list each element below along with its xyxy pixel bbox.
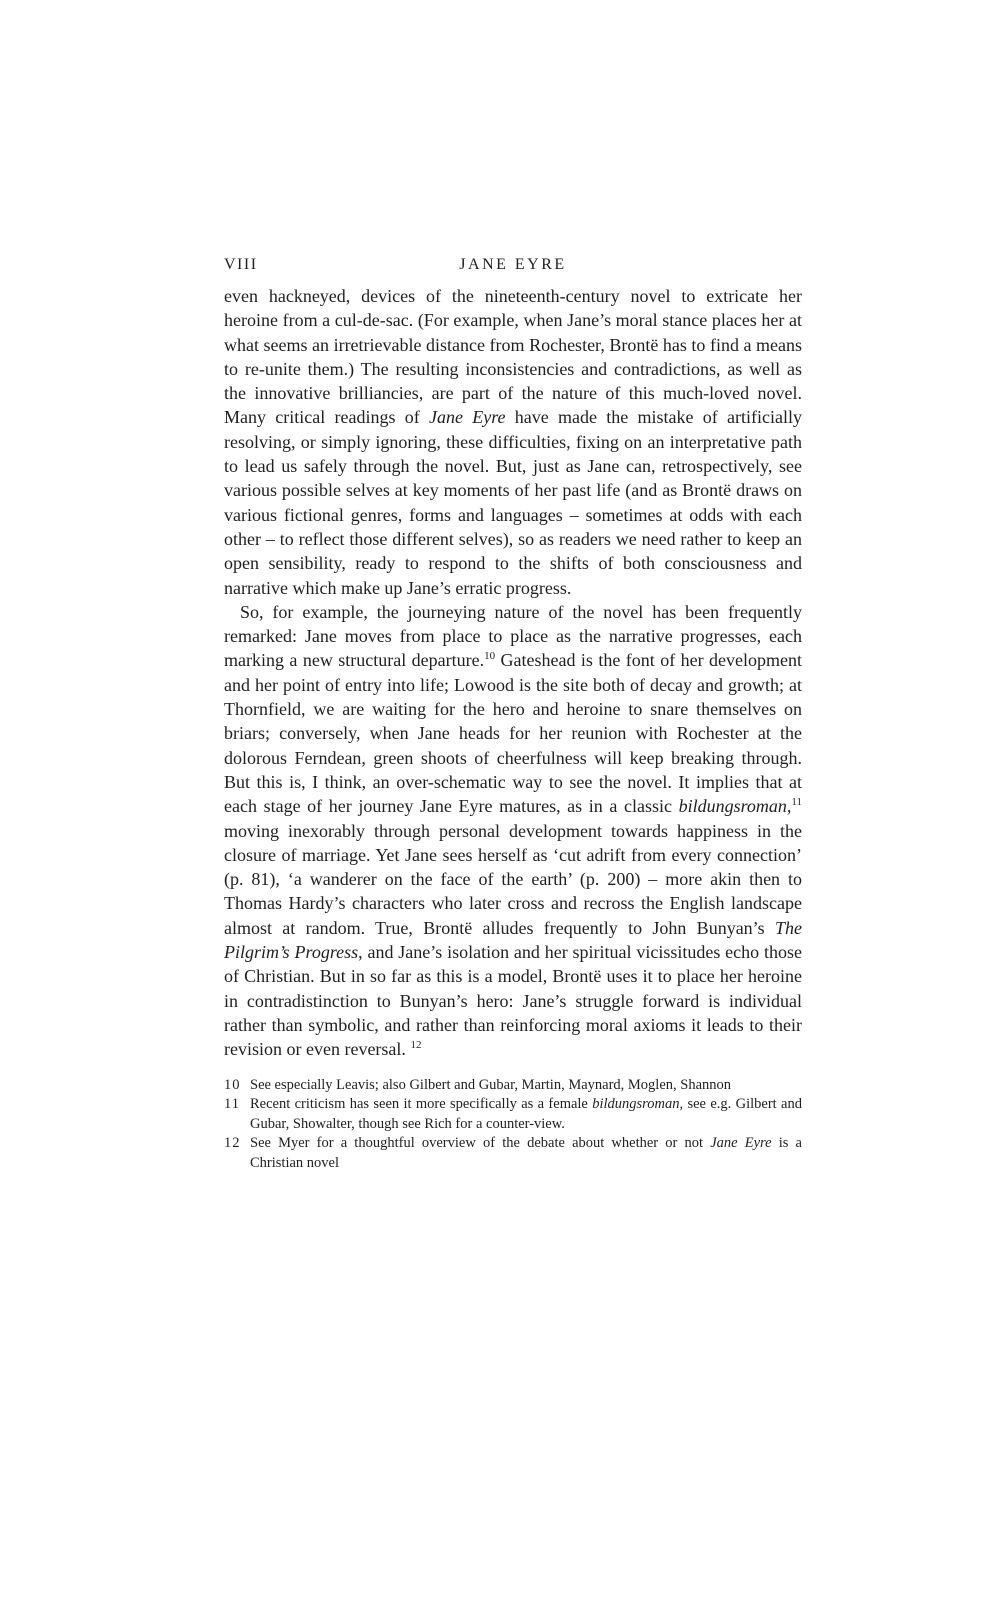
book-page (224, 256, 802, 1173)
paragraph-2-text-c: moving inexorably through personal development towards happiness in the closure of marriage. Yet Jane sees herself as ‘cut adrift from every connection’ (p. 81), ‘a wanderer on the face of the earth’ (p. 200) – more akin then to Thomas Hardy’s characters who later cross and recross the English landscape almost at random. True, Brontë alludes frequently to John Bunyan’s (224, 820, 802, 938)
footnote-italic: bildungsroman, (592, 1096, 684, 1112)
running-head (224, 256, 802, 280)
paragraph-2-text-d: , and Jane’s isolation and her spiritual vicissitudes echo those of Christian. But in so far as this is a model, Brontë uses it to place her heroine in contradistinction to Bunyan’s hero: Jane’s struggle forward is individual rather than symbolic, and rather than reinforcing moral axioms it leads to their revision or even reversal. (224, 942, 802, 1060)
footnote-text: See especially Leavis; also Gilbert and Gubar, Martin, Maynard, Moglen, Shannon (250, 1076, 732, 1093)
body-text (224, 284, 802, 1062)
footnote-ref-10: 10 (484, 650, 496, 663)
footnote-text-a: See Myer for a thoughtful overview of the debate about whether or not (250, 1135, 711, 1151)
paragraph-2-italic-bildungsroman: bildungsroman, (678, 796, 792, 817)
paragraph-1-text-b: have made the mistake of artificially resolving, or simply ignoring, these difficulties, fixing on an interpretative path to lead us safely through the novel. But, just as Jane can, retrospectively, see various possible selves at key moments of her past life (and as Brontë draws on various fictional genres, forms and languages – sometimes at odds with each other – to reflect those different selves), so as readers we need rather to keep an open sensibility, ready to respond to the shifts of both consciousness and narrative which make up Jane’s erratic progress. (224, 407, 803, 598)
paragraph-1 (224, 284, 802, 600)
footnote-text-b: is a Christian novel (250, 1135, 802, 1171)
paragraph-1-italic-title: Jane Eyre (428, 407, 506, 428)
footnote-text (250, 1134, 802, 1173)
footnote-text-b: see e.g. Gilbert and Gubar, Showalter, though see Rich for a counter-view. (250, 1096, 802, 1132)
running-title: JANE EYRE (459, 256, 567, 273)
footnote-ref-11: 11 (791, 796, 802, 809)
paragraph-2-text-b: Gateshead is the font of her development and her point of entry into life; Lowood is the site both of decay and growth; at Thornfield, we are waiting for the hero and heroine to snare themselves on briars; conversely, when Jane heads for her reunion with Rochester at the dolorous Ferndean, green shoots of cheerfulness will keep breaking through. But this is, I think, an over-schematic way to see the novel. It implies that at each stage of her journey Jane Eyre matures, as in a classic (224, 650, 802, 817)
paragraph-1-text-a: even hackneyed, devices of the nineteenth-century novel to extricate her heroine from a cul-de-sac. (For example, when Jane’s moral stance places her at what seems an irretrievable distance from Rochester, Brontë has to find a means to re-unite them.) The resulting inconsistencies and contradictions, as well as the innovative brilliancies, are part of the nature of this much-loved novel. Many critical readings of (224, 286, 802, 428)
footnote-10 (224, 1076, 802, 1096)
footnote-text (250, 1095, 802, 1134)
footnote-12 (224, 1134, 802, 1173)
page-number: VIII (224, 256, 258, 273)
footnotes (224, 1076, 802, 1174)
footnote-italic: Jane Eyre (710, 1135, 772, 1151)
footnote-text-a: Recent criticism has seen it more specifically as a female (250, 1096, 593, 1112)
paragraph-2-text-a: So, for example, the journeying nature of the novel has been frequently remarked: Jane moves from place to place as the narrative progresses, each marking a new structural departure. (224, 601, 802, 671)
footnote-number: 10 (224, 1076, 241, 1093)
footnote-ref-12: 12 (410, 1039, 422, 1052)
footnote-11 (224, 1095, 802, 1134)
paragraph-2 (224, 600, 802, 1062)
paragraph-2-italic-pilgrims-progress: The Pilgrim’s Progress (224, 917, 802, 963)
footnote-number: 11 (224, 1096, 240, 1112)
footnote-number: 12 (224, 1135, 241, 1151)
